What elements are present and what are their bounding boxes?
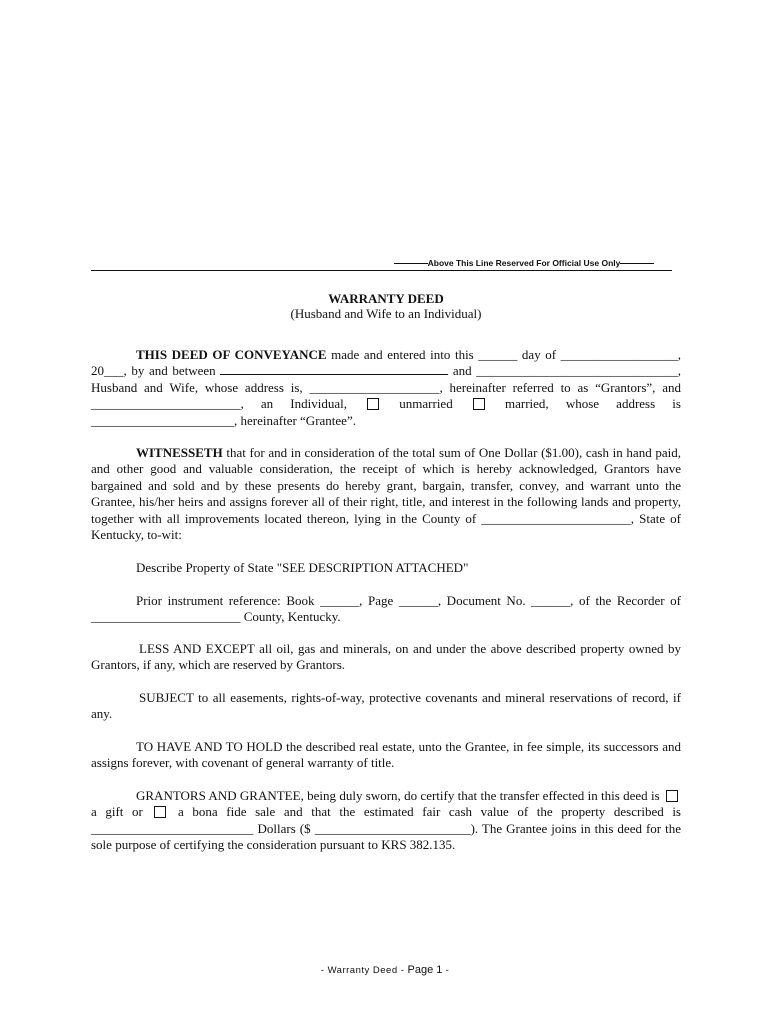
certificate-text-3: a bona fide sale and that the estimated fair cash value of the property described is _________________________ Dollars ($ ________________________). The Grantee joins in this deed for the sole purpose of certifying the consideration pursuant to KRS 382.135. <box>91 804 681 853</box>
conveyance-text-3: unmarried <box>382 396 470 412</box>
prior-instrument-paragraph <box>91 593 681 626</box>
habendum-paragraph <box>91 739 681 772</box>
habendum-text: TO HAVE AND TO HOLD the described real estate, unto the Grantee, in fee simple, its successors and assigns forever, with covenant of general warranty of title. <box>91 739 681 771</box>
prior-instrument-text: Prior instrument reference: Book ______, Page ______, Document No. ______, of the Recorder of _______________________ County, Kentucky. <box>91 593 681 625</box>
reserved-dash-right <box>620 263 654 264</box>
footer-dash: - <box>445 965 450 976</box>
married-checkbox[interactable] <box>473 398 485 410</box>
conveyance-text-2: and _______________________________, Husband and Wife, whose address is, ____________________, hereinafter referred to as “Grantors”, and _______________________, an Individual, <box>91 363 681 412</box>
conveyance-paragraph <box>91 347 681 429</box>
consideration-certificate-paragraph <box>91 788 681 854</box>
certificate-text-1: GRANTORS AND GRANTEE, being duly sworn, do certify that the transfer effected in this deed is <box>136 788 663 803</box>
subject-to-text: SUBJECT to all easements, rights-of-way, protective covenants and mineral reservations of record, if any. <box>91 690 681 722</box>
document-title: WARRANTY DEED <box>328 291 444 306</box>
certificate-text-2: a gift or <box>91 804 152 820</box>
witnesseth-lead: WITNESSETH <box>136 445 223 460</box>
unmarried-checkbox[interactable] <box>367 398 379 410</box>
reserved-line-text: Above This Line Reserved For Official Use Only <box>427 258 621 268</box>
reserved-divider <box>91 270 672 271</box>
document-subtitle: (Husband and Wife to an Individual) <box>290 306 482 321</box>
less-and-except-paragraph <box>91 641 681 674</box>
page-footer <box>0 964 770 976</box>
witnesseth-paragraph <box>91 445 681 543</box>
witnesseth-text: that for and in consideration of the total sum of One Dollar ($1.00), cash in hand paid, and other good and valuable consideration, the receipt of which is hereby acknowledged, Grantors have bargained and sold and by these presents do hereby grant, bargain, transfer, convey, and warrant unto the Grantee, his/her heirs and assigns forever all of their right, title, and interest in the following lands and property, together with all improvements located thereon, lying in the County of _______________________, State of Kentucky, to-wit: <box>91 445 681 543</box>
property-description-text: Describe Property of State "SEE DESCRIPTION ATTACHED" <box>136 560 469 575</box>
grantor-name-blank[interactable] <box>220 363 448 375</box>
property-description-paragraph <box>91 560 681 576</box>
subject-to-paragraph <box>91 690 681 723</box>
bona-fide-sale-checkbox[interactable] <box>154 806 166 818</box>
conveyance-text-4: married, whose address is ______________________, hereinafter “Grantee”. <box>91 396 681 428</box>
conveyance-lead: THIS DEED OF CONVEYANCE <box>136 347 327 362</box>
footer-page-number: Page 1 <box>407 964 443 976</box>
conveyance-text-1: made and entered into this ______ day of __________________, 20___, by and between <box>91 347 681 379</box>
gift-checkbox[interactable] <box>666 790 678 802</box>
less-and-except-text: LESS AND EXCEPT all oil, gas and minerals, on and under the above described property owned by Grantors, if any, which are reserved by Grantors. <box>91 641 681 673</box>
footer-doc-name: - Warranty Deed - <box>320 965 405 976</box>
reserved-dash-left <box>394 263 428 264</box>
reserved-line-label <box>376 258 672 268</box>
